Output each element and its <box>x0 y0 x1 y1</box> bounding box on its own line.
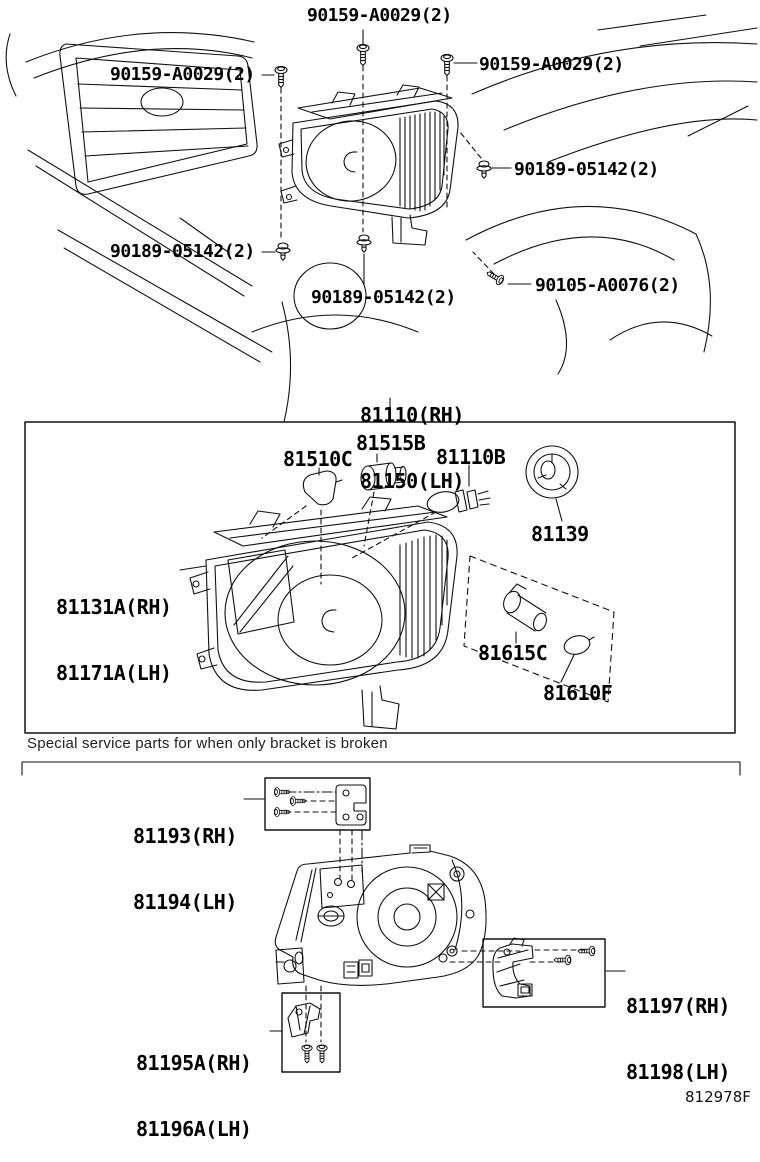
special-service-note: Special service parts for when only bracket is broken <box>27 735 388 752</box>
side-bracket-rh: 81197(RH) <box>626 994 730 1018</box>
upper-bracket-rh: 81193(RH) <box>133 824 237 848</box>
parking-bulb <box>303 468 342 505</box>
callout-clip-center: 90189-05142(2) <box>311 287 456 308</box>
screw-icon <box>578 946 595 956</box>
side-bracket-lh: 81198(LH) <box>626 1060 730 1084</box>
callout-screw-top: 90159-A0029(2) <box>307 5 452 26</box>
callout-parking-bulb: 81510C <box>283 447 353 471</box>
clip-bolt-icon <box>357 235 371 252</box>
headlamp-rear-view <box>275 845 486 985</box>
screw-icon <box>275 66 287 87</box>
screw-icon <box>441 54 453 75</box>
screw-icon <box>317 1045 327 1063</box>
drawing-code: 812978F <box>685 1088 751 1106</box>
upper-bracket-lh: 81194(LH) <box>133 890 237 914</box>
callout-headlamp-bulb: 81110B <box>436 445 506 469</box>
unit-lh: 81171A(LH) <box>56 661 172 685</box>
callout-side-bracket <box>626 951 730 1105</box>
drop-dashes <box>340 830 352 880</box>
turn-signal-bulb <box>561 633 594 682</box>
lower-bracket-kit-box <box>270 986 340 1072</box>
side-bracket-kit-box <box>483 938 625 1007</box>
construction-dashes <box>281 66 494 274</box>
callout-screw-left: 90159-A0029(2) <box>110 64 255 85</box>
callout-clip-right: 90189-05142(2) <box>514 159 659 180</box>
assembly-lh: 81150(LH) <box>360 469 464 493</box>
turn-signal-socket <box>501 584 549 643</box>
callout-clip-left: 90189-05142(2) <box>110 241 255 262</box>
screw-icon <box>485 268 506 286</box>
callout-upper-bracket <box>133 781 237 935</box>
callout-lower-bracket <box>136 1008 251 1162</box>
unit-rh: 81131A(RH) <box>56 595 172 619</box>
screw-icon <box>302 1045 312 1063</box>
callout-turn-bulb: 81610F <box>543 681 613 705</box>
section-border <box>22 762 740 775</box>
seal-cap <box>526 446 578 521</box>
callout-turn-socket: 81615C <box>478 641 548 665</box>
callout-cap: 81139 <box>531 522 589 546</box>
lower-bracket-lh: 81196A(LH) <box>136 1117 252 1141</box>
callout-parking-socket: 81515B <box>356 431 426 455</box>
headlamp-assembly-front <box>279 85 458 245</box>
headlamp-unit <box>190 497 457 729</box>
screw-icon <box>554 955 571 965</box>
callout-screw-fender: 90105-A0076(2) <box>535 275 680 296</box>
callout-unit <box>56 552 171 706</box>
upper-bracket-kit-box <box>244 778 370 830</box>
unit-leader <box>180 566 206 570</box>
screw-icon <box>357 44 369 65</box>
lower-bracket-rh: 81195A(RH) <box>136 1051 252 1075</box>
clip-bolt-icon <box>477 161 491 178</box>
clip-bolt-icon <box>276 243 290 260</box>
callout-screw-right: 90159-A0029(2) <box>479 54 624 75</box>
assembly-rh: 81110(RH) <box>360 403 464 427</box>
